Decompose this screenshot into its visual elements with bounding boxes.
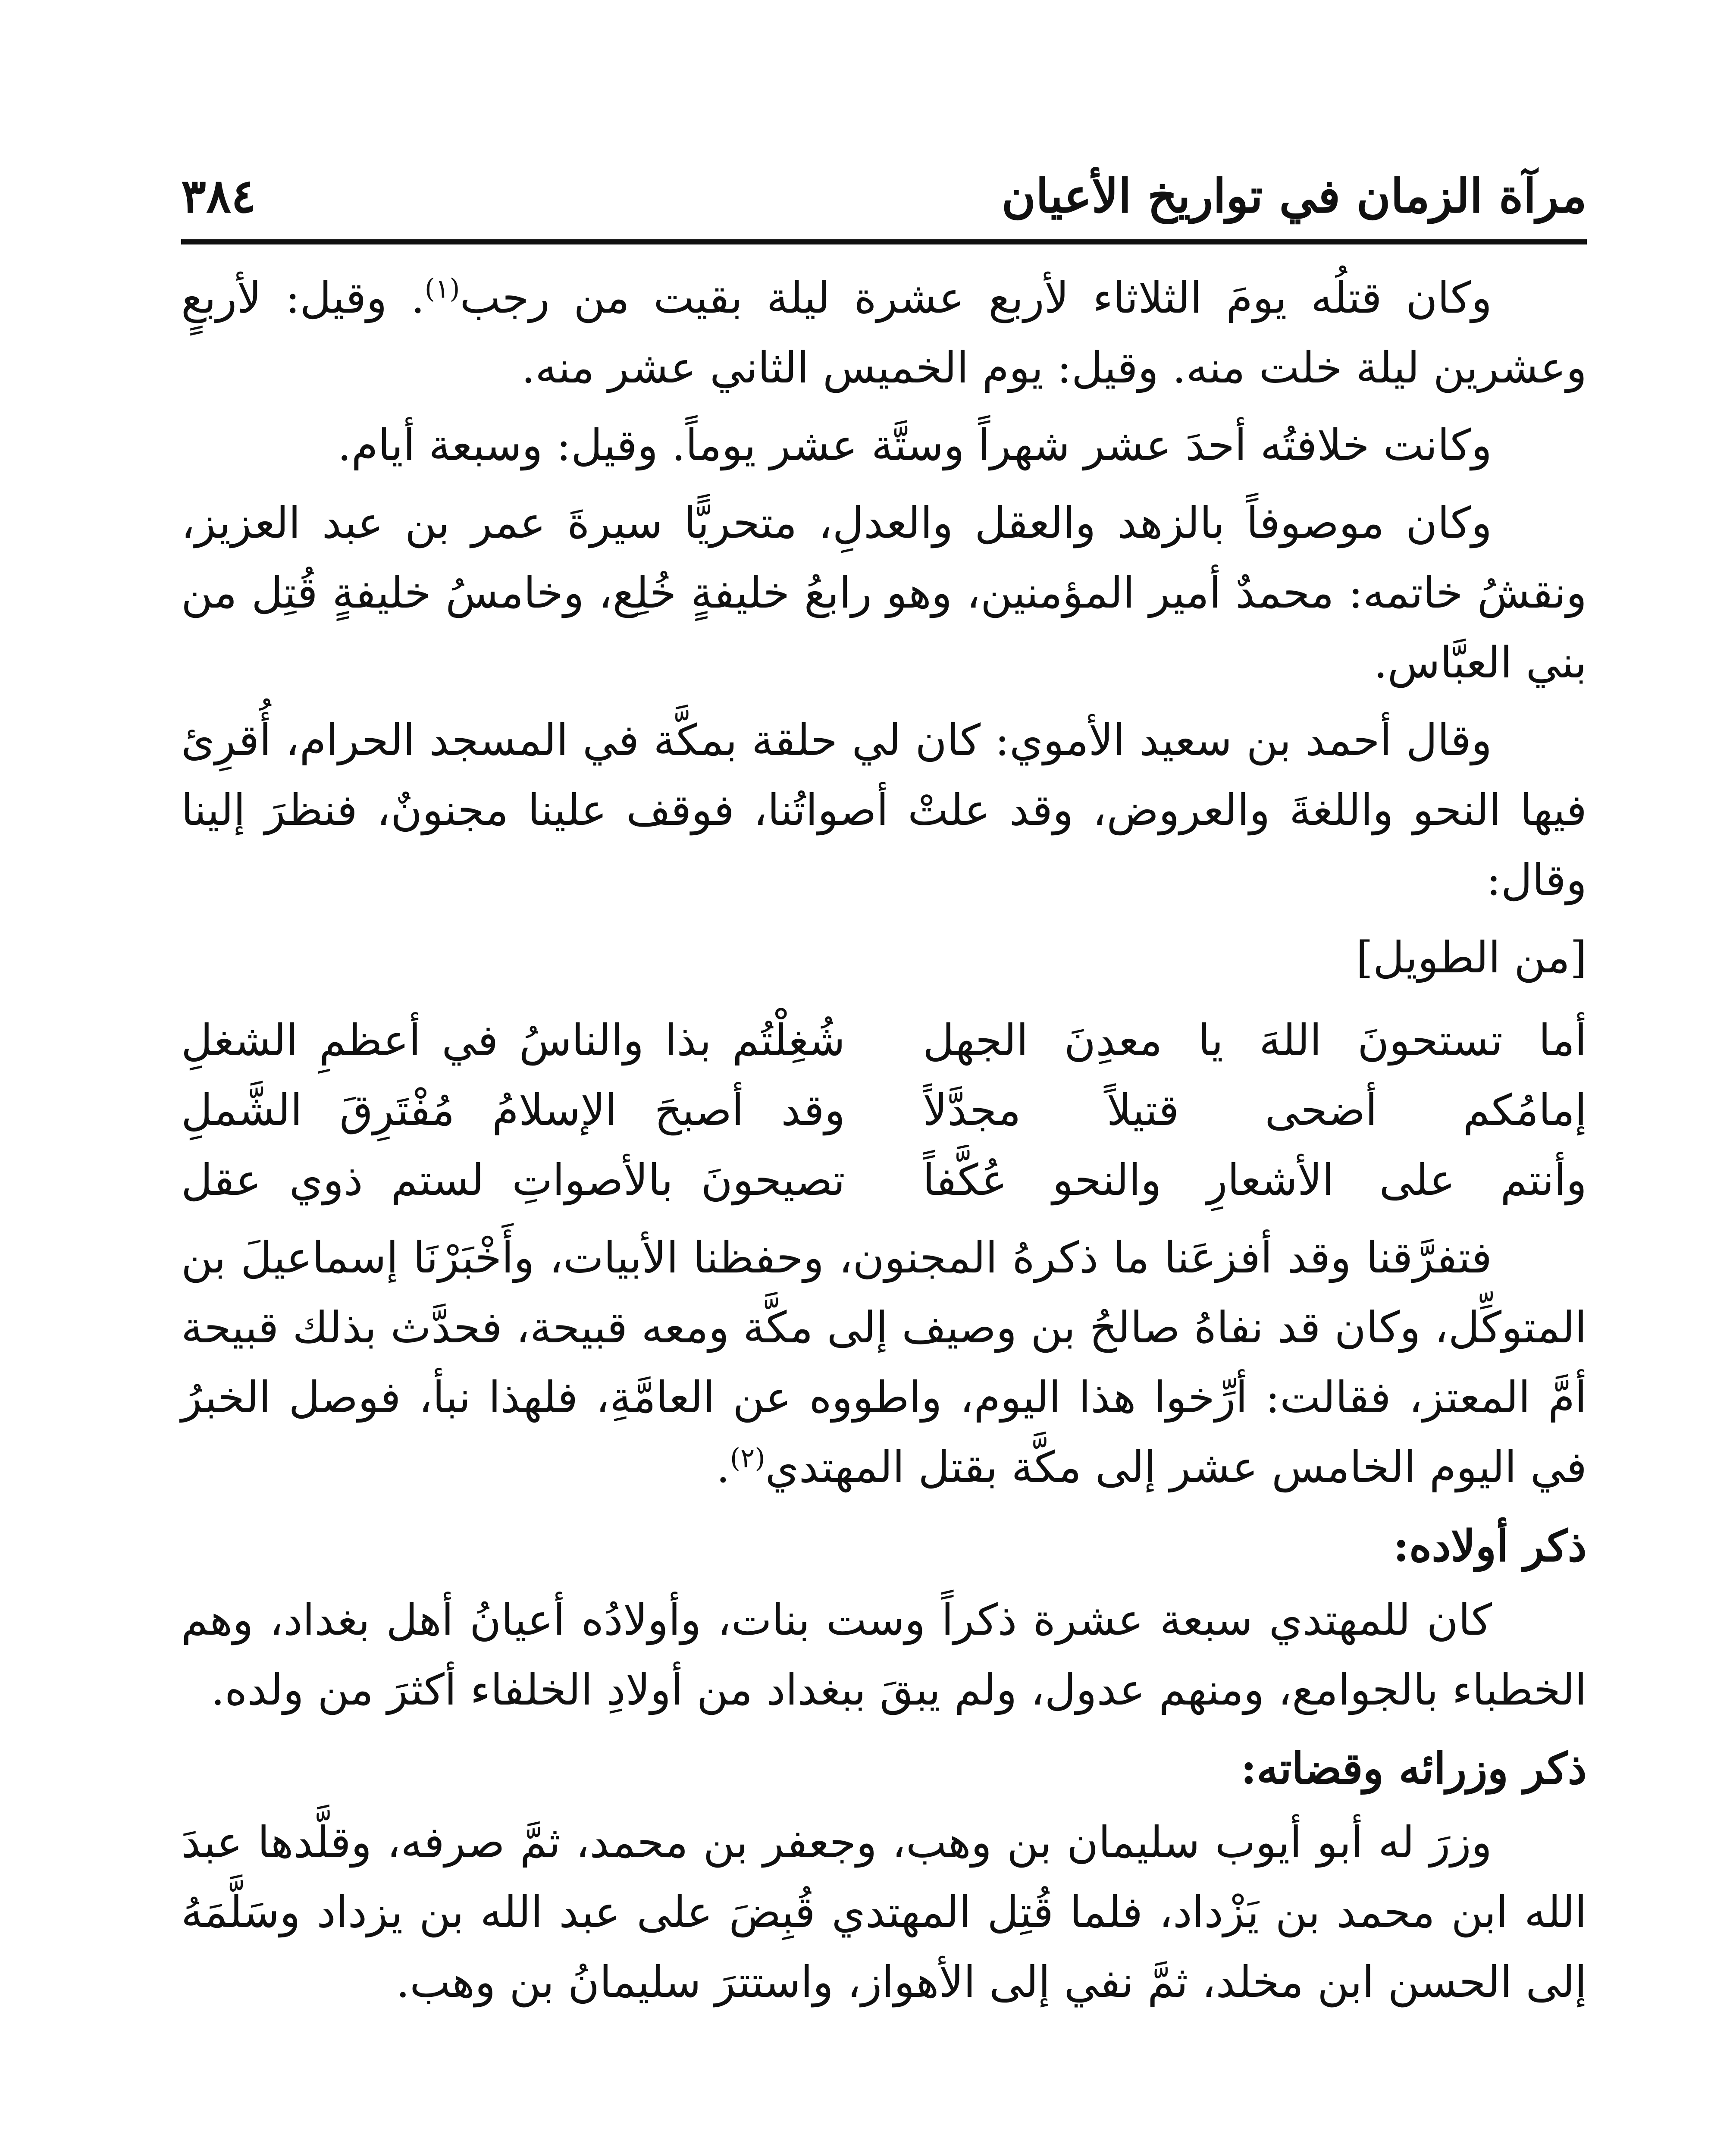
paragraph-3: وكان موصوفاً بالزهد والعقل والعدلِ، متحريًّا سيرةَ عمر بن عبد العزيز، ونقشُ خاتمه: محمدٌ أمير المؤمنين، وهو رابعُ خليفةٍ خُلِع، وخامسُ خليفةٍ قُتِل من بني العبَّاس.: [181, 498, 1587, 688]
footnote-ref-2[interactable]: (٢): [730, 1442, 765, 1474]
verse-first-hemistich: وأنتم على الأشعارِ والنحو عُكَّفاً: [923, 1155, 1587, 1205]
paragraph-7: وزرَ له أبو أيوب سليمان بن وهب، وجعفر بن محمد، ثمَّ صرفه، وقلَّدها عبدَ الله ابن محمد بن يَزْداد، فلما قُتِل المهتدي قُبِضَ على عبد الله بن يزداد وسَلَّمَهُ إلى الحسن ابن مخلد، ثمَّ نفي إلى الأهواز، واستترَ سليمانُ بن وهب.: [181, 1817, 1587, 2007]
main-text: [181, 263, 1587, 2025]
verse-first-hemistich: إمامُكم أضحى قتيلاً مجدَّلاً: [923, 1085, 1587, 1135]
section-heading-viziers: ذكر وزرائه وقضاته:: [1241, 1743, 1587, 1794]
verse-line: [181, 1075, 1587, 1145]
paragraph-1-text: وكان قتلُه يومَ الثلاثاء لأربع عشرة ليلة بقيت من رجب: [460, 273, 1492, 323]
paragraph-5-rest: .: [716, 1442, 730, 1492]
page-header: [181, 155, 1587, 241]
paragraph-4: وقال أحمد بن سعيد الأموي: كان لي حلقة بمكَّة في المسجد الحرام، أُقرِئ فيها النحو واللغةَ والعروض، وقد علتْ أصواتُنا، فوقف علينا مجنونٌ، فنظرَ إلينا وقال:: [181, 715, 1587, 905]
paragraph-5-text: فتفرَّقنا وقد أفزعَنا ما ذكرهُ المجنون، وحفظنا الأبيات، وأَخْبَرْنَا إسماعيلَ بن المتوكِّل، وكان قد نفاهُ صالحُ بن وصيف إلى مكَّة ومعه قبيحة، فحدَّث بذلك قبيحة أمَّ المعتز، فقالت: أرِّخوا هذا اليوم، واطووه عن العامَّةِ، فلهذا نبأ، فوصل الخبرُ في اليوم الخامس عشر إلى مكَّة بقتل المهتدي: [181, 1232, 1587, 1492]
paragraph-1: [181, 263, 1587, 403]
verse-first-hemistich: أما تستحونَ اللهَ يا معدِنَ الجهل: [923, 1015, 1587, 1065]
footnote-ref-1[interactable]: (١): [424, 273, 460, 304]
verse-second-hemistich: تصيحونَ بالأصواتِ لستم ذوي عقل: [181, 1155, 845, 1205]
verse-second-hemistich: وقد أصبحَ الإسلامُ مُفْتَرِقَ الشَّملِ: [181, 1085, 845, 1135]
running-title: مرآة الزمان في تواريخ الأعيان: [1001, 169, 1587, 223]
poetic-meter-label: [من الطويل]: [1356, 932, 1587, 983]
header-rule: [181, 239, 1587, 244]
verse-second-hemistich: شُغِلْتُم بذا والناسُ في أعظمِ الشغلِ: [181, 1015, 845, 1065]
page-number: ٣٨٤: [181, 169, 257, 223]
verse-line: [181, 1006, 1587, 1075]
verse-line: [181, 1145, 1587, 1215]
paragraph-1-rest: . وقيل: لأربعٍ وعشرين ليلة خلت منه. وقيل: يوم الخميس الثاني عشر منه.: [181, 273, 1587, 393]
paragraph-6: كان للمهتدي سبعة عشرة ذكراً وست بنات، وأولادُه أعيانُ أهل بغداد، وهم الخطباء بالجوامع، ومنهم عدول، ولم يبقَ ببغداد من أولادِ الخلفاء أكثرَ من ولده.: [181, 1595, 1587, 1715]
paragraph-2: وكانت خلافتُه أحدَ عشر شهراً وستَّة عشر يوماً. وقيل: وسبعة أيام.: [337, 420, 1492, 470]
section-heading-children: ذكر أولاده:: [1393, 1520, 1587, 1571]
paragraph-5: [181, 1223, 1587, 1502]
